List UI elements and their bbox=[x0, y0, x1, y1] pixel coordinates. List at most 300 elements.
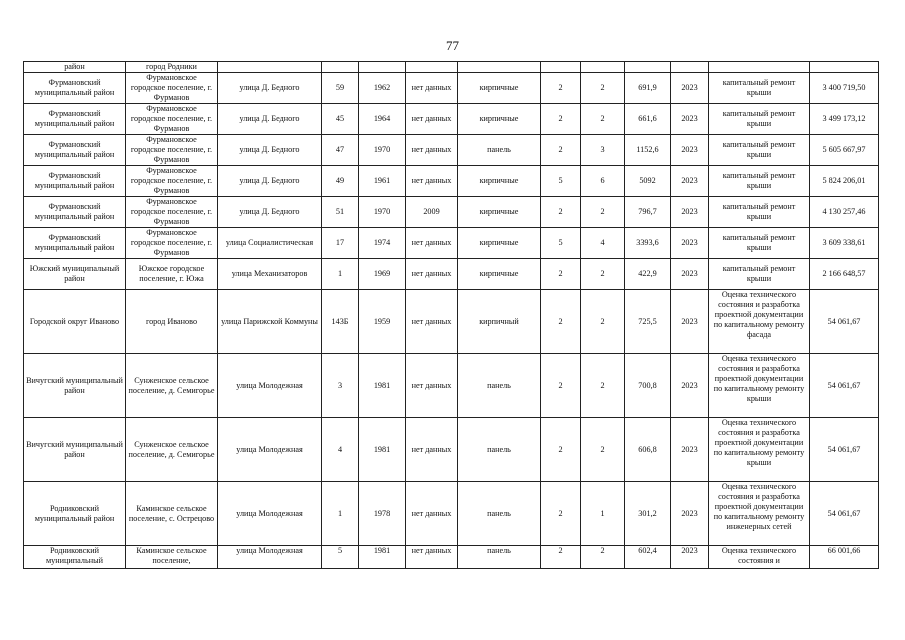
cell-cost bbox=[810, 259, 879, 290]
cell-entrances bbox=[581, 73, 625, 104]
cell-district bbox=[24, 259, 126, 290]
table-row bbox=[24, 228, 879, 259]
cell-settlement-text: Каминское сельское поселение, с. Острецово bbox=[128, 503, 215, 523]
cell-entrances-text: 2 bbox=[600, 380, 605, 390]
cell-plan-year bbox=[671, 354, 709, 418]
cell-year-text: 1969 bbox=[373, 269, 391, 278]
table-row bbox=[24, 418, 879, 482]
cell-work-type bbox=[709, 228, 810, 259]
cell-plan-year bbox=[671, 482, 709, 546]
cell-renovation-year bbox=[406, 418, 458, 482]
cell-floors bbox=[541, 104, 581, 135]
cell-year bbox=[359, 197, 406, 228]
table-row bbox=[24, 197, 879, 228]
cell-street bbox=[218, 62, 322, 73]
cell-street-text: улица Д. Бедного bbox=[239, 83, 300, 92]
cell-street bbox=[218, 104, 322, 135]
table-row bbox=[24, 259, 879, 290]
cell-renovation-year-text: нет данных bbox=[411, 444, 452, 454]
cell-wall-material-text: панель bbox=[487, 508, 511, 518]
cell-wall-material-text: кирпичные bbox=[479, 83, 519, 92]
cell-cost-text: 54 061,67 bbox=[827, 444, 861, 454]
cell-year-text: 1970 bbox=[373, 207, 391, 216]
cell-settlement bbox=[126, 482, 218, 546]
cell-entrances-text: 2 bbox=[600, 269, 605, 278]
cell-floors-text: 2 bbox=[558, 83, 563, 92]
cell-street bbox=[218, 259, 322, 290]
cell-entrances-text: 2 bbox=[600, 546, 605, 555]
cell-renovation-year bbox=[406, 290, 458, 354]
cell-area bbox=[625, 166, 671, 197]
table-row bbox=[24, 104, 879, 135]
cell-plan-year-text: 2023 bbox=[681, 176, 698, 185]
cell-work-type-text: капитальный ремонт крыши bbox=[722, 264, 796, 283]
cell-cost bbox=[810, 197, 879, 228]
cell-settlement-text: Фурмановское городское поселение, г. Фурманов bbox=[130, 73, 213, 102]
cell-district bbox=[24, 73, 126, 104]
cell-work-type bbox=[709, 166, 810, 197]
cell-settlement-text: город Иваново bbox=[145, 316, 198, 326]
cell-cost bbox=[810, 166, 879, 197]
cell-entrances bbox=[581, 166, 625, 197]
cell-floors bbox=[541, 228, 581, 259]
cell-settlement bbox=[126, 104, 218, 135]
cell-house-text: 143Б bbox=[331, 316, 349, 326]
cell-plan-year-text: 2023 bbox=[681, 316, 698, 326]
cell-district-text: Фурмановский муниципальный район bbox=[34, 233, 115, 252]
cell-entrances-text: 2 bbox=[600, 114, 605, 123]
cell-area bbox=[625, 73, 671, 104]
cell-cost-text: 4 130 257,46 bbox=[822, 207, 866, 216]
cell-house bbox=[322, 259, 359, 290]
cell-year bbox=[359, 354, 406, 418]
cell-settlement-text: Фурмановское городское поселение, г. Фурманов bbox=[130, 135, 213, 164]
cell-work-type bbox=[709, 482, 810, 546]
cell-renovation-year bbox=[406, 166, 458, 197]
cell-street bbox=[218, 290, 322, 354]
cell-work-type bbox=[709, 197, 810, 228]
cell-entrances-text: 3 bbox=[600, 145, 605, 154]
cell-district-text: Фурмановский муниципальный район bbox=[34, 171, 115, 190]
cell-street-text: улица Молодежная bbox=[236, 380, 303, 390]
cell-work-type bbox=[709, 354, 810, 418]
cell-settlement: город Родники bbox=[126, 62, 218, 73]
cell-wall-material bbox=[458, 259, 541, 290]
cell-area bbox=[625, 482, 671, 546]
cell-settlement bbox=[126, 259, 218, 290]
cell-wall-material bbox=[458, 166, 541, 197]
cell-house-text: 51 bbox=[335, 207, 345, 216]
data-table bbox=[23, 61, 879, 569]
cell-work-type-text: капитальный ремонт крыши bbox=[722, 78, 796, 97]
cell-area bbox=[625, 354, 671, 418]
cell-work-type-text: Оценка технического состояния и разработка проектной документации по капитальному ремонту крыши bbox=[713, 354, 805, 403]
cell-renovation-year-text: нет данных bbox=[411, 145, 452, 154]
cell-entrances-text: 2 bbox=[600, 444, 605, 454]
cell-wall-material-text: панель bbox=[487, 546, 511, 555]
cell-cost-text: 54 061,67 bbox=[827, 316, 861, 326]
cell-area bbox=[625, 290, 671, 354]
cell-wall-material-text: кирпичные bbox=[479, 114, 519, 123]
cell-work-type-text: Оценка технического состояния и bbox=[721, 546, 797, 565]
cell-area-text: 725,5 bbox=[638, 316, 657, 326]
cell-wall-material bbox=[458, 197, 541, 228]
cell-house bbox=[322, 197, 359, 228]
cell-area bbox=[625, 62, 671, 73]
cell-work-type-text: Оценка технического состояния и разработка проектной документации по капитальному ремонту фасада bbox=[713, 290, 805, 339]
cell-street bbox=[218, 135, 322, 166]
cell-renovation-year bbox=[406, 546, 458, 569]
cell-renovation-year bbox=[406, 197, 458, 228]
cell-settlement bbox=[126, 73, 218, 104]
cell-work-type bbox=[709, 546, 810, 569]
cell-year bbox=[359, 135, 406, 166]
cell-house bbox=[322, 228, 359, 259]
cell-street-text: улица Д. Бедного bbox=[239, 145, 300, 154]
cell-district bbox=[24, 135, 126, 166]
cell-entrances-text: 2 bbox=[600, 207, 605, 216]
cell-floors bbox=[541, 418, 581, 482]
cell-street-text: улица Парижской Коммуны bbox=[221, 316, 318, 326]
cell-plan-year bbox=[671, 197, 709, 228]
cell-work-type bbox=[709, 259, 810, 290]
cell-entrances bbox=[581, 482, 625, 546]
cell-work-type-text: капитальный ремонт крыши bbox=[722, 171, 796, 190]
cell-wall-material-text: кирпичные bbox=[479, 207, 519, 216]
cell-area-text: 422,9 bbox=[638, 269, 657, 278]
cell-district-text: Родниковский муниципальный район bbox=[34, 503, 115, 523]
cell-cost bbox=[810, 290, 879, 354]
cell-street-text: улица Молодежная bbox=[236, 508, 303, 518]
cell-wall-material bbox=[458, 73, 541, 104]
cell-house bbox=[322, 135, 359, 166]
cell-cost-text: 2 166 648,57 bbox=[822, 269, 866, 278]
cell-plan-year-text: 2023 bbox=[681, 83, 698, 92]
cell-floors-text: 2 bbox=[558, 508, 563, 518]
cell-renovation-year-text: нет данных bbox=[411, 83, 452, 92]
cell-entrances-text: 4 bbox=[600, 238, 605, 247]
cell-entrances-text: 6 bbox=[600, 176, 605, 185]
cell-area bbox=[625, 228, 671, 259]
cell-wall-material bbox=[458, 354, 541, 418]
cell-cost-text: 5 824 206,01 bbox=[822, 176, 866, 185]
cell-floors bbox=[541, 73, 581, 104]
cell-plan-year-text: 2023 bbox=[681, 145, 698, 154]
cell-district-text: Вичугский муниципальный район bbox=[26, 375, 123, 395]
cell-district-text: Фурмановский муниципальный район bbox=[34, 109, 115, 128]
cell-renovation-year-text: нет данных bbox=[411, 269, 452, 278]
cell-settlement-text: Каминское сельское поселение, bbox=[136, 546, 207, 565]
cell-district bbox=[24, 290, 126, 354]
cell-work-type bbox=[709, 290, 810, 354]
cell-wall-material-text: панель bbox=[487, 145, 511, 154]
cell-district bbox=[24, 197, 126, 228]
cell-plan-year bbox=[671, 104, 709, 135]
cell-area bbox=[625, 135, 671, 166]
cell-house bbox=[322, 418, 359, 482]
cell-renovation-year bbox=[406, 354, 458, 418]
cell-area-text: 301,2 bbox=[638, 508, 657, 518]
cell-cost bbox=[810, 228, 879, 259]
cell-work-type-text: Оценка технического состояния и разработка проектной документации по капитальному ремонту инженерных сетей bbox=[713, 482, 805, 531]
cell-renovation-year-text: нет данных bbox=[411, 508, 452, 518]
cell-plan-year bbox=[671, 62, 709, 73]
cell-entrances-text: 2 bbox=[600, 83, 605, 92]
cell-year bbox=[359, 62, 406, 73]
cell-district bbox=[24, 482, 126, 546]
cell-wall-material bbox=[458, 418, 541, 482]
cell-house bbox=[322, 482, 359, 546]
cell-renovation-year bbox=[406, 482, 458, 546]
cell-cost-text: 54 061,67 bbox=[827, 508, 861, 518]
cell-floors-text: 2 bbox=[558, 546, 563, 555]
cell-district bbox=[24, 546, 126, 569]
cell-renovation-year-text: нет данных bbox=[411, 238, 452, 247]
cell-street-text: улица Д. Бедного bbox=[239, 176, 300, 185]
cell-wall-material bbox=[458, 546, 541, 569]
cell-area bbox=[625, 104, 671, 135]
cell-renovation-year-text: нет данных bbox=[411, 176, 452, 185]
cell-renovation-year bbox=[406, 73, 458, 104]
cell-area-text: 602,4 bbox=[638, 546, 657, 555]
cell-entrances bbox=[581, 546, 625, 569]
cell-plan-year-text: 2023 bbox=[681, 444, 698, 454]
cell-settlement bbox=[126, 290, 218, 354]
cell-house-text: 4 bbox=[337, 444, 343, 454]
cell-entrances-text: 1 bbox=[600, 508, 605, 518]
table-row bbox=[24, 290, 879, 354]
cell-renovation-year bbox=[406, 259, 458, 290]
cell-plan-year bbox=[671, 290, 709, 354]
cell-settlement bbox=[126, 354, 218, 418]
cell-year-text: 1961 bbox=[373, 176, 391, 185]
cell-floors bbox=[541, 259, 581, 290]
cell-cost-text: 3 400 719,50 bbox=[822, 83, 866, 92]
cell-year-text: 1978 bbox=[373, 508, 391, 518]
cell-house-text: 49 bbox=[335, 176, 345, 185]
cell-entrances bbox=[581, 104, 625, 135]
cell-year bbox=[359, 259, 406, 290]
cell-floors-text: 5 bbox=[558, 176, 563, 185]
cell-plan-year-text: 2023 bbox=[681, 546, 698, 555]
cell-cost-text: 3 499 173,12 bbox=[822, 114, 866, 123]
cell-year-text: 1962 bbox=[373, 83, 391, 92]
cell-work-type-text: капитальный ремонт крыши bbox=[722, 233, 796, 252]
cell-settlement-text: Фурмановское городское поселение, г. Фурманов bbox=[130, 228, 213, 257]
cell-street-text: улица Д. Бедного bbox=[239, 114, 300, 123]
cell-wall-material-text: кирпичный bbox=[479, 316, 519, 326]
cell-wall-material-text: кирпичные bbox=[479, 176, 519, 185]
cell-street bbox=[218, 418, 322, 482]
cell-floors-text: 2 bbox=[558, 269, 563, 278]
cell-cost-text: 5 605 667,97 bbox=[822, 145, 866, 154]
cell-wall-material-text: кирпичные bbox=[479, 269, 519, 278]
page-number: 77 bbox=[446, 38, 459, 53]
cell-wall-material bbox=[458, 135, 541, 166]
cell-floors bbox=[541, 290, 581, 354]
cell-wall-material bbox=[458, 290, 541, 354]
cell-street-text: улица Молодежная bbox=[236, 444, 303, 454]
cell-settlement bbox=[126, 197, 218, 228]
cell-plan-year bbox=[671, 546, 709, 569]
cell-area bbox=[625, 259, 671, 290]
cell-floors-text: 2 bbox=[558, 316, 563, 326]
cell-year bbox=[359, 73, 406, 104]
cell-plan-year bbox=[671, 259, 709, 290]
cell-plan-year bbox=[671, 166, 709, 197]
cell-cost-text: 66 001,66 bbox=[827, 546, 861, 555]
cell-street bbox=[218, 228, 322, 259]
cell-cost bbox=[810, 546, 879, 569]
cell-entrances bbox=[581, 197, 625, 228]
cell-work-type-text: капитальный ремонт крыши bbox=[722, 109, 796, 128]
cell-work-type-text: капитальный ремонт крыши bbox=[722, 202, 796, 221]
cell-area bbox=[625, 418, 671, 482]
cell-wall-material bbox=[458, 62, 541, 73]
cell-entrances bbox=[581, 418, 625, 482]
cell-work-type-text: Оценка технического состояния и разработка проектной документации по капитальному ремонту крыши bbox=[713, 418, 805, 467]
cell-area-text: 700,8 bbox=[638, 380, 657, 390]
cell-work-type bbox=[709, 104, 810, 135]
cell-area-text: 5092 bbox=[639, 176, 656, 185]
cell-floors-text: 2 bbox=[558, 145, 563, 154]
table-row bbox=[24, 73, 879, 104]
cell-work-type bbox=[709, 418, 810, 482]
cell-settlement bbox=[126, 418, 218, 482]
cell-area-text: 606,8 bbox=[638, 444, 657, 454]
cell-plan-year-text: 2023 bbox=[681, 508, 698, 518]
cell-street-text: улица Механизаторов bbox=[231, 269, 308, 278]
cell-area bbox=[625, 197, 671, 228]
cell-renovation-year-text: 2009 bbox=[423, 207, 440, 216]
cell-district-text: Вичугский муниципальный район bbox=[26, 439, 123, 459]
cell-street bbox=[218, 354, 322, 418]
cell-entrances bbox=[581, 135, 625, 166]
cell-street bbox=[218, 546, 322, 569]
cell-entrances bbox=[581, 228, 625, 259]
cell-house-text: 45 bbox=[335, 114, 345, 123]
cell-plan-year-text: 2023 bbox=[681, 380, 698, 390]
cell-wall-material-text: панель bbox=[487, 380, 511, 390]
cell-wall-material bbox=[458, 228, 541, 259]
cell-floors-text: 2 bbox=[558, 207, 563, 216]
cell-settlement-text: Сунженское сельское поселение, д. Семигорье bbox=[128, 375, 215, 395]
cell-house-text: 1 bbox=[337, 269, 343, 278]
table-row bbox=[24, 546, 879, 569]
cell-district: район bbox=[24, 62, 126, 73]
cell-house bbox=[322, 546, 359, 569]
cell-district bbox=[24, 166, 126, 197]
cell-floors bbox=[541, 546, 581, 569]
cell-floors bbox=[541, 482, 581, 546]
cell-entrances bbox=[581, 62, 625, 73]
table-row bbox=[24, 354, 879, 418]
cell-year-text: 1964 bbox=[373, 114, 391, 123]
cell-cost bbox=[810, 482, 879, 546]
cell-street-text: улица Социалистическая bbox=[225, 238, 314, 247]
cell-street bbox=[218, 197, 322, 228]
cell-area-text: 1152,6 bbox=[636, 145, 659, 154]
cell-year-text: 1974 bbox=[373, 238, 391, 247]
cell-year-text: 1981 bbox=[373, 546, 391, 555]
cell-wall-material-text: панель bbox=[487, 444, 511, 454]
cell-area bbox=[625, 546, 671, 569]
cell-year bbox=[359, 104, 406, 135]
cell-entrances bbox=[581, 354, 625, 418]
cell-area-text: 3393,6 bbox=[636, 238, 659, 247]
cell-street-text: улица Молодежная bbox=[236, 546, 303, 555]
cell-street-text: улица Д. Бедного bbox=[239, 207, 300, 216]
cell-wall-material bbox=[458, 104, 541, 135]
cell-settlement bbox=[126, 228, 218, 259]
cell-settlement-text: Южское городское поселение, г. Южа bbox=[138, 264, 205, 283]
cell-street bbox=[218, 482, 322, 546]
cell-year-text: 1981 bbox=[373, 444, 391, 454]
table-row bbox=[24, 62, 879, 73]
table-row bbox=[24, 166, 879, 197]
cell-plan-year-text: 2023 bbox=[681, 238, 698, 247]
cell-house-text: 1 bbox=[337, 508, 343, 518]
cell-floors bbox=[541, 166, 581, 197]
cell-renovation-year bbox=[406, 104, 458, 135]
cell-cost bbox=[810, 73, 879, 104]
cell-plan-year-text: 2023 bbox=[681, 114, 698, 123]
cell-renovation-year-text: нет данных bbox=[411, 316, 452, 326]
cell-year-text: 1981 bbox=[373, 380, 391, 390]
cell-entrances bbox=[581, 259, 625, 290]
cell-settlement-text: Фурмановское городское поселение, г. Фурманов bbox=[130, 166, 213, 195]
cell-settlement bbox=[126, 166, 218, 197]
cell-entrances bbox=[581, 290, 625, 354]
cell-plan-year bbox=[671, 228, 709, 259]
cell-district-text: Городской округ Иваново bbox=[29, 316, 120, 326]
cell-street bbox=[218, 166, 322, 197]
cell-house-text: 3 bbox=[337, 380, 343, 390]
cell-year bbox=[359, 482, 406, 546]
cell-floors bbox=[541, 197, 581, 228]
cell-area-text: 661,6 bbox=[638, 114, 657, 123]
cell-year bbox=[359, 546, 406, 569]
cell-wall-material bbox=[458, 482, 541, 546]
cell-street bbox=[218, 73, 322, 104]
cell-work-type bbox=[709, 73, 810, 104]
cell-house-text: 17 bbox=[335, 238, 345, 247]
cell-house bbox=[322, 166, 359, 197]
cell-cost-text: 54 061,67 bbox=[827, 380, 861, 390]
cell-settlement-text: Фурмановское городское поселение, г. Фурманов bbox=[130, 197, 213, 226]
cell-plan-year bbox=[671, 135, 709, 166]
cell-year bbox=[359, 290, 406, 354]
cell-area-text: 691,9 bbox=[638, 83, 657, 92]
cell-district-text: Фурмановский муниципальный район bbox=[34, 78, 115, 97]
cell-floors-text: 2 bbox=[558, 444, 563, 454]
cell-district bbox=[24, 354, 126, 418]
cell-cost bbox=[810, 418, 879, 482]
cell-house-text: 59 bbox=[335, 83, 345, 92]
cell-settlement-text: Фурмановское городское поселение, г. Фурманов bbox=[130, 104, 213, 133]
cell-house bbox=[322, 104, 359, 135]
cell-year-text: 1959 bbox=[373, 316, 391, 326]
cell-renovation-year-text: нет данных bbox=[411, 546, 452, 555]
cell-floors-text: 2 bbox=[558, 380, 563, 390]
cell-floors bbox=[541, 354, 581, 418]
cell-district-text: Фурмановский муниципальный район bbox=[34, 202, 115, 221]
cell-district-text: Фурмановский муниципальный район bbox=[34, 140, 115, 159]
cell-wall-material-text: кирпичные bbox=[479, 238, 519, 247]
table-row bbox=[24, 482, 879, 546]
cell-year bbox=[359, 418, 406, 482]
cell-district-text: Южский муниципальный район bbox=[29, 264, 120, 283]
